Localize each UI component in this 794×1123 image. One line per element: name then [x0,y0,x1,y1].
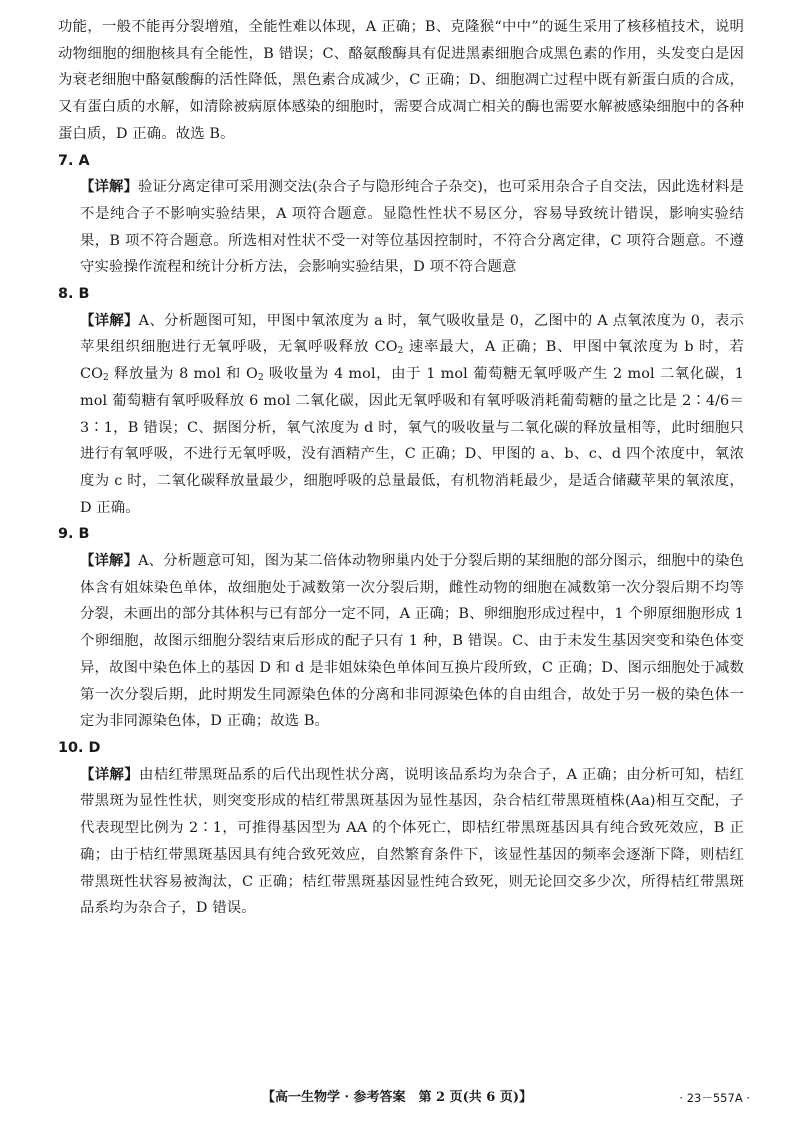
q10-detail-tag: 【详解】 [80,765,139,783]
q10-text: 由桔红带黑斑品系的后代出现性状分离，说明该品系均为杂合子，A 正确；由分析可知，桔红带黑斑为显性性状，则突变形成的桔红带黑斑基因为显性基因，杂合桔红带黑斑植株(Aa)相互交配，子代表现型比例为 2∶1，可推得基因型为 AA 的个体死亡，即桔红带黑斑基因具有纯合致死效应，B 正确；由于桔红带黑斑基因具有纯合致死效应，自然繁育条件下，该显性基因的频率会逐渐下降，则桔红带黑斑性状容易被淘汰，C 正确；桔红带黑斑基因显性纯合致死，则无论回交多少次，所得桔红带黑斑品系均为杂合子，D 错误。 [80,766,744,917]
q6-explanation-tail: 功能，一般不能再分裂增殖，全能性难以体现，A 正确；B、克隆猴“中中”的诞生采用了核移植技术，说明动物细胞的细胞核具有全能性，B 错误；C、酪氨酸酶具有促进黑素细胞合成黑色素的作用，头发变白是因为衰老细胞中酪氨酸酶的活性降低，黑色素合成减少，C 正确；D、细胞凋亡过程中既有新蛋白质的合成，又有蛋白质的水解，如清除被病原体感染的细胞时，需要合成凋亡相关的酶也需要水解被感染细胞中的各种蛋白质，D 正确。故选 B。 [58,19,744,142]
q9-explanation [58,548,744,735]
q7-answer: 7. A [58,152,90,169]
q9-text: A、分析题意可知，图为某二倍体动物卵巢内处于分裂后期的某细胞的部分图示，细胞中的染色体含有姐妹染色单体，故细胞处于减数第一次分裂后期，雌性动物的细胞在减数第一次分裂后期不均等分裂，未画出的部分其体积与已有部分一定不同，A 正确；B、卵细胞形成过程中，1 个卵原细胞形成 1 个卵细胞，故图示细胞分裂结束后形成的配子只有 1 种，B 错误。C、由于未发生基因突变和染色体变异，故图中染色体上的基因 D 和 d 是非姐妹染色单体间互换片段所致，C 正确；D、图示细胞处于减数第一次分裂后期，此时期发生同源染色体的分离和非同源染色体的自由组合，故处于另一极的染色体一定为非同源染色体，D 正确；故选 B。 [80,553,744,730]
page-footer [0,1087,794,1109]
q8-answer: 8. B [58,286,90,303]
q8-text-3: 释放量为 8 mol 和 O [108,366,258,383]
q7-explanation [58,174,744,281]
footer-doc-code: · 23－557A · [679,1091,750,1105]
q7-detail-tag: 【详解】 [80,178,139,196]
q8-sub-3: 2 [257,373,264,384]
q7-text: 验证分离定律可采用测交法(杂合子与隐形纯合子杂交)，也可采用杂合子自交法，因此选材料是不是纯合子不影响实验结果，A 项符合题意。显隐性性状不易区分，容易导致统计错误，影响实验结果，B 项不符合题意。所选相对性状不受一对等位基因控制时，不符合分离定律，C 项符合题意。不遵守实验操作流程和统计分析方法，会影响实验结果，D 项不符合题意 [80,179,744,276]
q9-detail-tag: 【详解】 [80,552,139,570]
q8-detail-tag: 【详解】 [80,311,139,329]
q8-text-2: 速率最大，A 正确；B、甲图中氧浓度为 b 时，若 CO [80,339,744,383]
footer-page-info: 【高一生物学 · 参考答案 第 2 页(共 6 页)】 [261,1090,533,1105]
q8-explanation [58,308,744,522]
q10-explanation [58,762,744,922]
page-content [58,14,744,922]
q8-text-4: 吸收量为 4 mol，由于 1 mol 葡萄糖无氧呼吸产生 2 mol 二氧化碳，1 mol 葡萄糖有氧呼吸释放 6 mol 二氧化碳，因此无氧呼吸和有氧呼吸消耗葡萄糖的量之比是 2∶4/6＝3∶1，B 错误；C、据图分析，氧气浓度为 d 时，氧气的吸收量与二氧化碳的释放量相等，此时细胞只进行有氧呼吸，不进行无氧呼吸，没有酒精产生，C 正确；D、甲图的 a、b、c、d 四个浓度中，氧浓度为 c 时，二氧化碳释放量最少，细胞呼吸的总量最低，有机物消耗最少，是适合储藏苹果的氧浓度，D 正确。 [80,366,744,516]
q9-answer: 9. B [58,526,90,543]
q8-sub-1: 2 [397,346,404,357]
q8-sub-2: 2 [103,373,109,384]
q10-answer: 10. D [58,739,101,756]
q8-text-1: A、分析题图可知，甲图中氧浓度为 a 时，氧气吸收量是 0，乙图中的 A 点氧浓度为 0，表示苹果组织细胞进行无氧呼吸，无氧呼吸释放 CO [80,312,745,356]
